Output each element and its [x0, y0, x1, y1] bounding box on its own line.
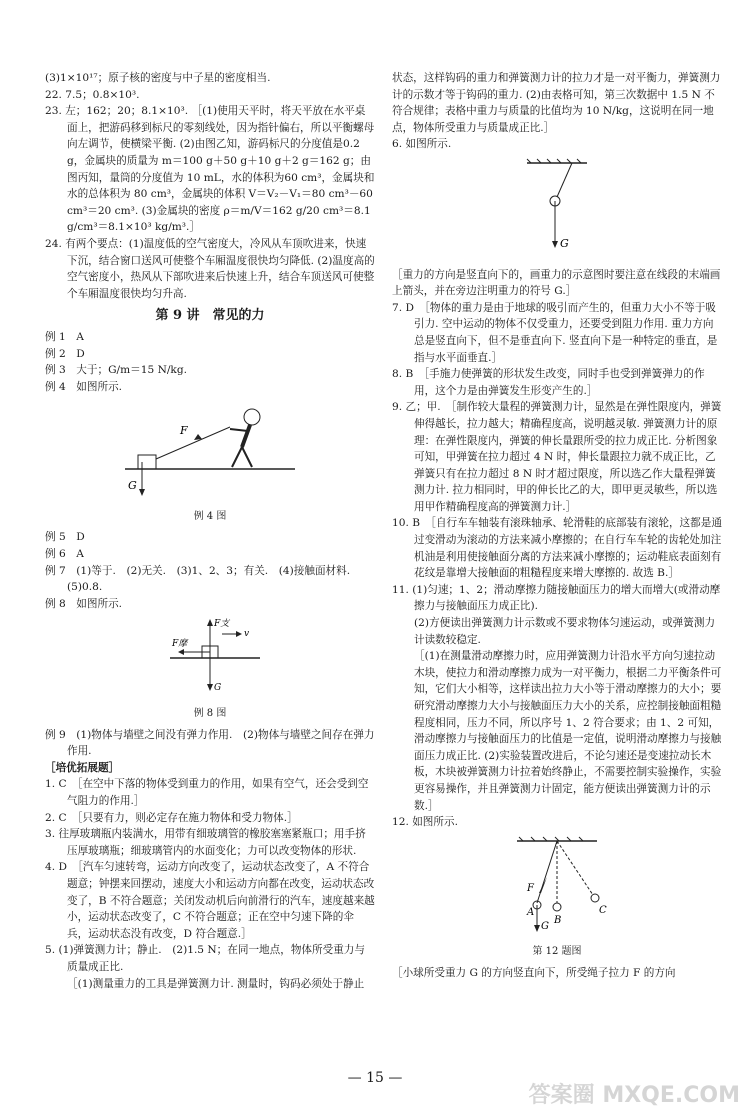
example-6: 例 6 A: [45, 548, 84, 561]
figure-example-4: [45, 399, 375, 505]
fig8-label-fn: F支: [214, 619, 230, 630]
swinging-ball-diagram: [487, 835, 627, 935]
extend-8: 8. B ［手施力使弹簧的形状发生改变，同时手也受到弹簧弹力的作用，这个力是由弹簧发生形变产生的.］: [392, 368, 705, 397]
fig8-label-v: v: [244, 629, 250, 640]
watermark: 答案圈 MXQE.COM: [528, 1083, 740, 1108]
extend-3: 3. 往厚玻璃瓶内装满水，用带有细玻璃管的橡胶塞塞紧瓶口；用手挤压厚玻璃瓶；细玻璃管内的水面变化；力可以改变物体的形状.: [45, 828, 366, 857]
fig12-label-b: B: [554, 914, 562, 926]
extend-5: 5. (1)弹簧测力计；静止. (2)1.5 N；在同一地点，物体所受重力与质量成正比.: [45, 944, 365, 973]
example-2: 例 2 D: [45, 347, 85, 360]
example-8: 例 8 如图所示.: [45, 597, 123, 610]
extend-5-explain: ［(1)测量重力的工具是弹簧测力计. 测量时，钩码必须处于静止: [67, 977, 365, 990]
block-forces-diagram: [150, 616, 270, 696]
answer-24: 24. 有两个要点：(1)温度低的空气密度大，冷风从车顶吹进来，快速下沉，结合窗口送风可使整个车厢温度很快均匀降低. (2)温度高的空气密度小，热风从下部吹进来后快速上升，结合车顶送风可使整个车厢温度很快均匀升高.: [45, 237, 375, 300]
page-number: — 15 —: [347, 1070, 403, 1086]
figure-12: [392, 835, 722, 941]
extend-9: 9. 乙；甲. ［制作较大量程的弹簧测力计，显然是在弹性限度内，弹簧伸得越长，拉力越大；精确程度高，说明越灵敏. 弹簧测力计的原理：在弹性限度内，弹簧的伸长量跟所受的拉力成正比. 分析图象可知，甲弹簧在拉力超过 4 N 时，伸长量跟拉力就不成正比，乙弹簧只有在拉力超过 8 N 时才超过限度，所以选乙作大量程弹簧测力计. 拉力相同时，甲的伸长比乙的大，即甲更灵敏些，所以选用甲作精确程度高的弹簧测力计.］: [392, 401, 722, 513]
boy-pulling-box-diagram: [120, 399, 300, 499]
chapter-title: 第 9 讲 常见的力: [155, 308, 265, 324]
example-3: 例 3 大于；G/m＝15 N/kg.: [45, 364, 188, 377]
right-column: [392, 70, 722, 982]
extend-11: 11. (1)匀速；1、2；滑动摩擦力随接触面压力的增大而增大(或滑动摩擦力与接触面压力成正比).: [392, 583, 721, 613]
extend-2: 2. C ［只要有力，则必定存在施力物体和受力物体.］: [45, 811, 298, 824]
example-5: 例 5 D: [45, 531, 85, 544]
extend-4: 4. D ［汽车匀速转弯，运动方向改变了，运动状态改变了，A 不符合题意；钟摆来回摆动，速度大小和运动方向都在改变，运动状态改变了，B 不符合题意；关闭发动机后向前滑行的汽车，速度越来越小，运动状态改变了，C 不符合题意；正在空中匀速下降的伞兵，运动状态没有改变，D 符合题意.］: [45, 861, 375, 940]
pendulum-gravity-diagram: [497, 157, 617, 257]
extend-12: 12. 如图所示.: [392, 816, 458, 829]
extend-11-part2: (2)方便读出弹簧测力计示数或不要求物体匀速运动，或弹簧测力计读数较稳定.: [414, 617, 716, 646]
fig6-label-g: G: [560, 236, 569, 250]
fig8-label-ff: F摩: [172, 639, 188, 650]
fig8-label-g: G: [214, 683, 222, 694]
example-1: 例 1 A: [45, 330, 84, 343]
extend-5-explain-cont: 状态，这样钩码的重力和弹簧测力计的拉力才是一对平衡力，弹簧测力计的示数才等于钩码的重力. (2)由表格可知，第三次数据中 1.5 N 不符合规律；表格中重力与质量的比值均为 10 N/kg，这说明在同一地点，物体所受重力与质量成正比.］: [392, 72, 721, 134]
section-title: ［培优拓展题］: [45, 761, 120, 774]
fig4-label-g: G: [128, 479, 137, 493]
example-9: 例 9 (1)物体与墙壁之间没有弹力作用. (2)物体与墙壁之间存在弹力作用.: [45, 728, 375, 758]
answer-l1: (3)1×10¹⁷；原子核的密度与中子星的密度相当.: [45, 72, 271, 84]
fig4-label-f: F: [180, 424, 188, 438]
fig4-caption: 例 4 图: [193, 510, 227, 522]
extend-1: 1. C ［在空中下落的物体受到重力的作用，如果有空气，还会受到空气阻力的作用.］: [45, 778, 369, 807]
left-column: [45, 70, 375, 992]
figure-example-8: [45, 616, 375, 702]
figure-6: [392, 157, 722, 263]
answer-22: 22. 7.5；0.8×10³.: [45, 88, 140, 101]
fig8-caption: 例 8 图: [193, 708, 227, 720]
extend-6-explain: ［重力的方向是竖直向下的，画重力的示意图时要注意在线段的末端画上箭头，并在旁边注明重力的符号 G.］: [392, 268, 721, 298]
extend-6: 6. 如图所示.: [392, 138, 452, 151]
extend-10: 10. B ［自行车车轴装有滚珠轴承、轮滑鞋的底部装有滚轮，这都是通过变滑动为滚动的方法来减小摩擦的；在自行车车轮的齿轮处加注机油是利用使接触面分离的方法来减小摩擦的；运动鞋底表面刻有花纹是靠增大接触面的粗糙程度来增大摩擦的. 故选 B.］: [392, 517, 722, 580]
fig12-label-a: A: [527, 906, 535, 918]
fig12-label-c: C: [599, 904, 607, 916]
extend-12-explain: ［小球所受重力 G 的方向竖直向下，所受绳子拉力 F 的方向: [392, 966, 676, 979]
example-4: 例 4 如图所示.: [45, 380, 123, 393]
extend-7: 7. D ［物体的重力是由于地球的吸引而产生的，但重力大小不等于吸引力. 空中运动的物体不仅受重力，还要受到阻力作用. 重力方向总是竖直向下，但不是垂直向下. 竖直向下是一种特定的垂直，是指与水平面垂直.］: [392, 301, 718, 364]
fig12-label-g: G: [541, 920, 549, 932]
fig12-caption: 第 12 题图: [532, 946, 582, 958]
example-7: 例 7 (1)等于. (2)无关. (3)1、2、3；有关. (4)接触面材料. (5)0.8.: [45, 564, 361, 594]
answer-23: 23. 左；162；20；8.1×10³. ［(1)使用天平时，将天平放在水平桌面上，把游码移到标尺的零刻线处，因为指针偏右，所以平衡螺母向左调节，使横梁平衡. (2)由图乙知，游码标尺的分度值是0.2 g，金属块的质量为 m＝100 g＋50 g＋10 g＋2 g＝162 g；由图丙知，量筒的分度值为 10 mL，水的体积为60 cm³，金属块和水的总体积为 80 cm³，金属块的体积 V＝V₂－V₁＝80 cm³－60 cm³＝20 cm³. (3)金属块的密度 ρ＝m/V＝162 g/20 cm³＝8.1 g/cm³＝8.1×10³ kg/m³.］: [45, 105, 375, 234]
extend-11-explain: ［(1)在测量滑动摩擦力时，应用弹簧测力计沿水平方向匀速拉动木块，使拉力和滑动摩擦力成为一对平衡力，根据二力平衡条件可知，它们大小相等，这样读出拉力大小等于滑动摩擦力的大小；要研究滑动摩擦力大小与接触面压力大小的关系，应控制接触面粗糙程度相同，压力不同，所以序号 1、2 符合要求；由 1、2 可知，滑动摩擦力与接触面压力的比值是一定值，说明滑动摩擦力与接触面压力成正比. (2)实验装置改进后，不论匀速还是变速拉动长木板，木块被弹簧测力计拉着始终静止，不需要控制实验操作，实验更容易操作，并且弹簧测力计固定，能方便读出弹簧测力计的示数.］: [414, 650, 722, 812]
fig12-label-f: F: [527, 882, 534, 894]
